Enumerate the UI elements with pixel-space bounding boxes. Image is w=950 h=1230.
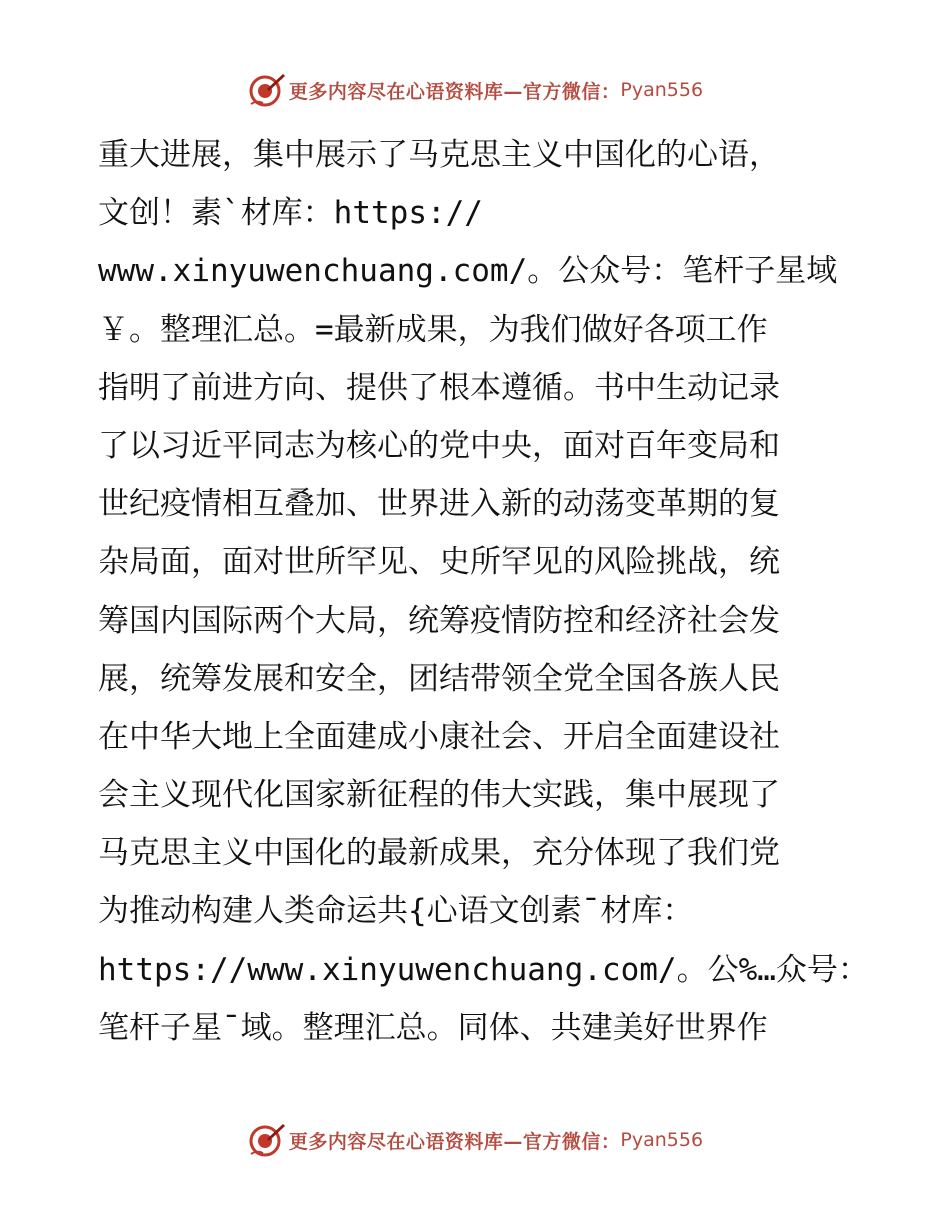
footer-wechat-id: Pyan556	[620, 1129, 704, 1151]
text-line: 文创！素`材库：https://	[98, 195, 483, 232]
text-line: ￥。整理汇总。=最新成果，为我们做好各项工作	[98, 311, 768, 348]
footer-banner	[0, 1118, 950, 1162]
text-line: 筹国内国际两个大局，统筹疫情防控和经济社会发	[98, 602, 780, 639]
brush-logo-icon	[247, 70, 287, 110]
header-banner	[0, 68, 950, 112]
text-line: 了以习近平同志为核心的党中央，面对百年变局和	[98, 427, 780, 464]
text-line: 展，统筹发展和安全，团结带领全党全国各族人民	[98, 660, 780, 697]
text-line: 会主义现代化国家新征程的伟大实践，集中展现了	[98, 777, 780, 814]
header-wechat-id: Pyan556	[620, 79, 704, 101]
text-line: www.xinyuwenchuang.com/。公众号：笔杆子星域	[98, 253, 838, 290]
text-line: https://www.xinyuwenchuang.com/。公%…众号：	[98, 951, 869, 988]
text-line: 杂局面，面对世所罕见、史所罕见的风险挑战，统	[98, 544, 780, 581]
text-line: 指明了前进方向、提供了根本遵循。书中生动记录	[98, 369, 780, 406]
brush-logo-icon	[247, 1120, 287, 1160]
text-line: 在中华大地上全面建成小康社会、开启全面建设社	[98, 718, 780, 755]
text-line: 世纪疫情相互叠加、世界进入新的动荡变革期的复	[98, 486, 780, 523]
footer-banner-text: 更多内容尽在心语资料库—官方微信：	[288, 1130, 621, 1153]
text-line: 马克思主义中国化的最新成果，充分体现了我们党	[98, 835, 780, 872]
body-paragraph	[98, 126, 869, 1057]
text-line: 为推动构建人类命运共{心语文创素¯材库：	[98, 893, 694, 930]
text-line: 笔杆子星¯域。整理汇总。同体、共建美好世界作	[98, 1009, 768, 1046]
text-line: 重大进展，集中展示了马克思主义中国化的心语，	[98, 137, 780, 173]
header-banner-text: 更多内容尽在心语资料库—官方微信：	[288, 80, 621, 103]
